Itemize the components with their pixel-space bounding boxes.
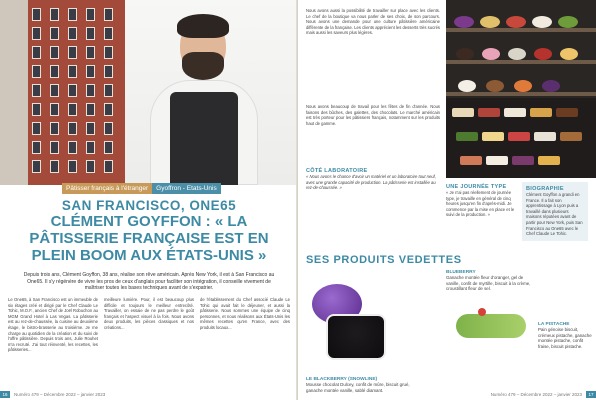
chef-beard bbox=[182, 52, 224, 80]
building-window bbox=[68, 46, 77, 59]
body-column-3: de l'établissement du Chef associé Claude Le Tohic qui avait fait le déjeuner, et aussi la pâtisserie. Nous sommes une équipe de cinq personnes, et nous réalisons aux États-Unis les mêmes recettes qu'en France, avec des produits locaux... bbox=[200, 297, 290, 330]
building-window bbox=[32, 8, 41, 21]
building-window bbox=[86, 46, 95, 59]
pastry-bar bbox=[504, 108, 526, 117]
journee-body: « Je n'ai pas réellement de journée type, je travaille en général de cinq heures jusqu'en fin d'après-midi. Je commence par la mise en place et le suivi de la production. » bbox=[446, 190, 515, 218]
headline-line2: CLÉMENT GOYFFON : « LA PÂTISSERIE FRANÇAISE EST EN PLEIN BOOM AUX ÉTATS-UNIS » bbox=[29, 213, 269, 264]
pastry-item bbox=[558, 16, 578, 28]
sidebar-title: BIOGRAPHIE bbox=[526, 186, 564, 192]
pastry-bar bbox=[556, 108, 578, 117]
building-window bbox=[68, 27, 77, 40]
display-shelf bbox=[446, 28, 596, 32]
article-deck: Depuis trois ans, Clément Goyffon, 38 ans, réalise son rêve américain. Après New York, il est à San Francisco au One65. Il s'y régénère de vivre les pros de ceux d'anglais pour faciliter son intégration, il conseille vivement de maîtriser toutes les bases techniques avant de s'expatrier. bbox=[23, 272, 275, 291]
pastry-bar bbox=[538, 156, 560, 165]
building-window bbox=[104, 27, 113, 40]
building-window bbox=[32, 141, 41, 154]
building-window bbox=[104, 122, 113, 135]
building-window bbox=[50, 46, 59, 59]
product-label-blueberry bbox=[446, 270, 532, 292]
product-desc: Ganache montée fleur d'oranger, gel de vanille, confit de myrtille, biscuit à la crème, croustillant fleur de sel. bbox=[446, 275, 531, 292]
cote-body: « Nous avons le chance d'avoir un matériel et un laboratoire tout neuf, avec une grande capacité de production. La pâtisserie est installée au rez-de-chaussée. » bbox=[306, 174, 436, 191]
pastry-item bbox=[454, 16, 474, 28]
pastry-item bbox=[532, 16, 552, 28]
section-title: SES PRODUITS VEDETTES bbox=[306, 254, 462, 266]
building-window bbox=[104, 103, 113, 116]
building-window bbox=[104, 8, 113, 21]
pastry-item bbox=[514, 80, 532, 92]
product-photo-blackberry bbox=[306, 300, 404, 378]
building-window bbox=[68, 65, 77, 78]
page-number-right: 17 bbox=[586, 391, 596, 398]
building-window bbox=[50, 8, 59, 21]
building-window bbox=[68, 141, 77, 154]
pastry-bar bbox=[456, 132, 478, 141]
chef-photo bbox=[0, 0, 298, 185]
building-window bbox=[32, 84, 41, 97]
pastry-bar bbox=[512, 156, 534, 165]
page-number-left: 16 bbox=[0, 391, 10, 398]
building-window bbox=[68, 103, 77, 116]
right-top-text: Nous avons aussi la possibilité de travailler sur place avec les clients. Le chef de la boutique va nous parler de ses choix, de son parcours. Nous avons une demande pour une culture pâtissière américaine différente de la française. Les clients apprécient les desserts très sucrés mais aussi les saveurs plus légères. bbox=[306, 8, 440, 36]
body-column-1: Le One65, à San Francisco est un immeuble de six étages créé et dirigé par le Chef Claude Le Tohic, M.O.F., ancien Chef de Joël Robuchon au MGM Grand Hotel à Las Vegas. La pâtisserie est au rez-de-chaussée, la cuisine au deuxième étage, le bistro-brasserie au troisième. Je me charge au quotidien de la création et du suivi de l'offre pâtissière. Depuis trois ans, Julie Rouhet m'a recruté. J'ai tout réinventé, les recettes, les pâtisseries... bbox=[8, 297, 98, 353]
pastry-item bbox=[560, 48, 578, 60]
product-name: BLUEBERRY bbox=[446, 270, 476, 275]
pastry-bar bbox=[460, 156, 482, 165]
right-page bbox=[298, 0, 596, 400]
blackberry-cake bbox=[326, 314, 386, 360]
pastry-item bbox=[480, 16, 500, 28]
building-window bbox=[86, 122, 95, 135]
building-window bbox=[32, 160, 41, 173]
issue-footer-left: Numéro 479 – Décembre 2022 – janvier 2023 bbox=[14, 392, 106, 397]
building-window bbox=[32, 46, 41, 59]
pastry-item bbox=[542, 80, 560, 92]
building-window bbox=[50, 103, 59, 116]
display-shelf bbox=[446, 60, 596, 64]
body-column-2: meilleure lumière. Pour, il est beaucoup plus difficile et toujours le meilleur entrecôté. Travailler, on essaie de ne pas perdre le goût français et l'aspect visuel à la fois. Nous avons deux produits, les pièces classiques et nos créations... bbox=[104, 297, 194, 330]
building-window bbox=[68, 122, 77, 135]
building-window bbox=[50, 122, 59, 135]
body-columns bbox=[8, 297, 290, 353]
cote-title: CÔTÉ LABORATOIRE bbox=[306, 168, 368, 174]
journee-title: UNE JOURNÉE TYPE bbox=[446, 184, 507, 190]
building-window bbox=[104, 65, 113, 78]
chef-apron bbox=[170, 92, 238, 185]
building-window bbox=[86, 84, 95, 97]
journee-type-box bbox=[446, 184, 516, 218]
right-mid-text: Nous avons beaucoup de travail pour les fêtes de fin d'année. Nous faisons des bûches, des galettes, des chocolats. Le marché américain est très porteur pour les pâtissiers français, notamment sur les produits haut de gamme. bbox=[306, 104, 440, 126]
sidebar-body: Clément Goyffon a grandi en France. Il a fait son apprentissage à Lyon puis a travaillé dans plusieurs maisons réputées avant de partir pour New York, puis San Francisco au One65 avec le Chef Claude Le Tohic. bbox=[526, 192, 583, 237]
neighbor-building bbox=[0, 0, 28, 185]
product-desc: Pain génoise biscuit, crémeux pistache, ganache montée pistache, confit fraise, biscuit pistache. bbox=[538, 327, 592, 349]
building-window bbox=[68, 84, 77, 97]
pastry-bar bbox=[478, 108, 500, 117]
product-label-pistache bbox=[538, 322, 592, 349]
pastry-bar bbox=[530, 108, 552, 117]
building-window bbox=[50, 65, 59, 78]
fruit-topping bbox=[478, 308, 486, 316]
headline-line1: SAN FRANCISCO, ONE65 bbox=[61, 198, 237, 213]
display-shelf bbox=[446, 92, 596, 96]
pastry-item bbox=[458, 80, 476, 92]
tag-category: Pâtisser français à l'étranger bbox=[62, 183, 152, 194]
building-window bbox=[86, 103, 95, 116]
product-photo-pistache bbox=[448, 298, 534, 344]
category-tag bbox=[62, 182, 221, 194]
building-window bbox=[104, 84, 113, 97]
building-window bbox=[50, 27, 59, 40]
building-window bbox=[32, 122, 41, 135]
building-window bbox=[68, 8, 77, 21]
product-name: LA PISTACHE bbox=[538, 322, 570, 327]
pastry-bar bbox=[452, 108, 474, 117]
pastry-bar bbox=[560, 132, 582, 141]
building-window bbox=[32, 65, 41, 78]
building-window bbox=[86, 141, 95, 154]
product-label-blackberry bbox=[306, 377, 426, 393]
building-window bbox=[86, 27, 95, 40]
product-name: LE BLACKBERRY (SNOWLINE) bbox=[306, 377, 378, 382]
pastry-item bbox=[486, 80, 504, 92]
cote-laboratoire-box bbox=[306, 168, 440, 191]
tag-location: Gyoffron - Etats-Unis bbox=[152, 183, 221, 194]
building-window bbox=[32, 103, 41, 116]
building-window bbox=[104, 46, 113, 59]
building-window bbox=[86, 160, 95, 173]
building-window bbox=[104, 160, 113, 173]
pastry-bar bbox=[534, 132, 556, 141]
pastry-item bbox=[456, 48, 474, 60]
pastry-item bbox=[534, 48, 552, 60]
building-window bbox=[104, 141, 113, 154]
pastry-bars-photo bbox=[446, 98, 596, 178]
pastry-item bbox=[506, 16, 526, 28]
building-window bbox=[86, 8, 95, 21]
building-window bbox=[68, 160, 77, 173]
pastry-bar bbox=[482, 132, 504, 141]
building-window bbox=[50, 160, 59, 173]
biography-sidebar bbox=[522, 182, 588, 241]
pastry-bar bbox=[486, 156, 508, 165]
article-headline bbox=[8, 198, 290, 264]
building-window bbox=[32, 27, 41, 40]
pistache-cake bbox=[456, 314, 526, 338]
building-window bbox=[86, 65, 95, 78]
pastry-item bbox=[482, 48, 500, 60]
pastry-display-photo bbox=[446, 0, 596, 98]
issue-footer-right: Numéro 479 – Décembre 2022 – janvier 2023 bbox=[490, 392, 582, 397]
chef-hair bbox=[177, 14, 229, 38]
building-window bbox=[50, 141, 59, 154]
product-desc: Mousse chocolat Dulcey, confit de mûre, biscuit grué, ganache montée vanille, sablé diamant. bbox=[306, 382, 410, 393]
building-window bbox=[50, 84, 59, 97]
pastry-bar bbox=[508, 132, 530, 141]
pastry-item bbox=[508, 48, 526, 60]
